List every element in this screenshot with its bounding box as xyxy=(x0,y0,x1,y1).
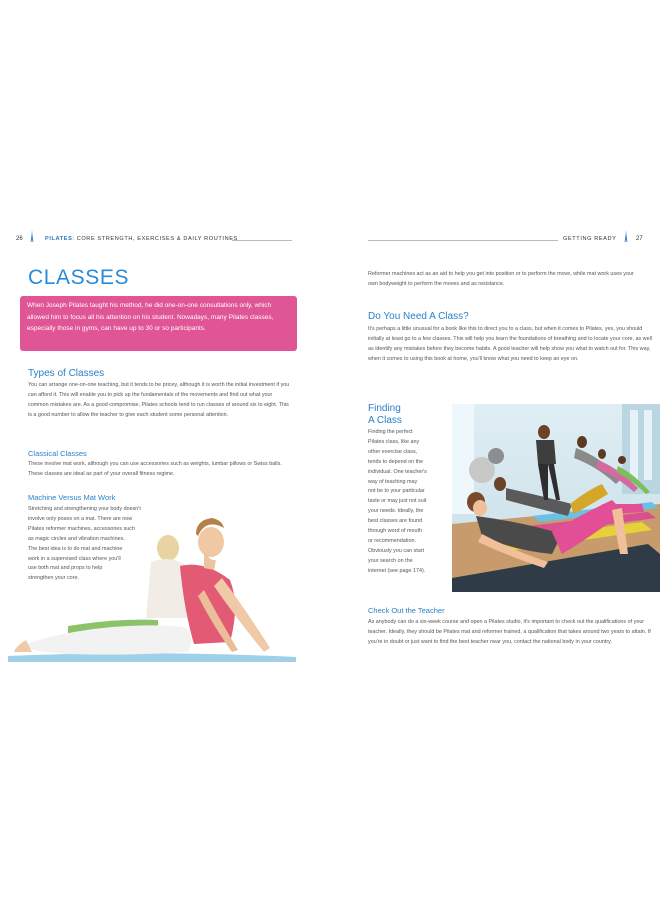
left-running-head xyxy=(45,236,238,242)
machine-line: strengthen your core. xyxy=(28,575,79,582)
machine-line: work in a supervised class where you'll xyxy=(28,555,121,562)
page-title: CLASSES xyxy=(28,266,130,289)
right-running-head: GETTING READY xyxy=(563,236,617,242)
machine-line: involve only poses on a mat. There are now xyxy=(28,515,133,522)
eiffel-tower-icon xyxy=(624,230,628,243)
finding-line: your search on the xyxy=(368,557,413,564)
machine-line: The best idea is to do mat and machine xyxy=(28,545,123,552)
teacher-heading: Check Out the Teacher xyxy=(368,606,445,615)
types-heading: Types of Classes xyxy=(28,368,105,379)
machine-heading: Machine Versus Mat Work xyxy=(28,493,116,502)
finding-line: Finding the perfect xyxy=(368,429,413,435)
eiffel-tower-icon xyxy=(30,230,34,243)
finding-line: other exercise class, xyxy=(368,448,418,455)
need-class-body: It's perhaps a little unusual for a book like this to direct you to a class, but when it comes to Pilates, yes, you should initially at least go to a few classes. This will help you learn the foundations of breathing and to locate your core, as well as identify any mistakes before they become habits. A good teacher will help show you what to watch out for. This way, when it comes to using this book at home, you'll know what you need to keep an eye on. xyxy=(368,326,652,362)
intro-text: When Joseph Pilates taught his method, he did one-on-one consultations only, which allowed him to focus all his attention on his student. Nowadays, many Pilates classes, especially those in gyms, can have up to 30 or so participants. xyxy=(27,302,274,333)
running-head-brand: PILATES xyxy=(45,236,73,242)
finding-line: tends to depend on the xyxy=(368,458,424,465)
finding-line: Obviously you can start xyxy=(368,547,425,554)
machine-line: Pilates reformer machines, accessories such xyxy=(28,525,135,532)
finding-line: taste or may just not suit xyxy=(368,498,427,505)
left-header-rule xyxy=(232,240,292,241)
finding-line: best classes are found xyxy=(368,518,422,525)
finding-body xyxy=(368,428,452,577)
right-page-number: 27 xyxy=(636,236,643,242)
finding-line: way of teaching may xyxy=(368,478,418,485)
finding-line: through word of mouth xyxy=(368,528,422,535)
intro-box xyxy=(20,296,297,351)
machine-line: Stretching and strengthening your body doesn't xyxy=(28,506,141,512)
finding-heading-line: Finding xyxy=(368,403,401,414)
finding-line: your needs. Ideally, the xyxy=(368,508,424,515)
right-header-rule xyxy=(368,240,558,241)
teacher-body: As anybody can do a six-week course and open a Pilates studio, it's important to check out the qualifications of your teacher. Ideally, they should be Pilates mat and reformer trained, a qualification that takes around two years to attain. If you're in doubt or just want to find the best teacher near you, contact the national body in your country. xyxy=(368,619,651,645)
finding-line: or recommendation. xyxy=(368,537,416,544)
machine-line: use both mat and props to help xyxy=(28,565,103,572)
classical-body: These involve mat work, although you can use accessories such as weights, lumbar pillows or Swiss balls. These classes are ideal as part of your overall fitness regime. xyxy=(28,461,282,477)
finding-line: individual. One teacher's xyxy=(368,468,427,475)
finding-line: Pilates class, like any xyxy=(368,438,420,445)
reformer-intro: Reformer machines act as an aid to help you get into position or to perform the move, while mat work uses your own bodyweight to perform the moves and as resistance. xyxy=(368,271,634,287)
finding-line: internet (see page 174). xyxy=(368,567,426,574)
left-page-number: 26 xyxy=(16,236,23,242)
pilates-class-photo xyxy=(452,404,660,592)
need-class-heading: Do You Need A Class? xyxy=(368,311,469,322)
running-head-subtitle: : CORE STRENGTH, EXERCISES & DAILY ROUTINES xyxy=(72,236,238,242)
finding-line: not be to your particular xyxy=(368,488,425,495)
types-body: You can arrange one-on-one teaching, but it tends to be pricey, although it is worth the initial investment if you can afford it. This will enable you to pick up the fundamentals of the movements and find out what your common mistakes are. As a good compromise, Pilates schools tend to run classes of around six to eight. This is a good number to allow the teacher to give each student some personal attention. xyxy=(28,382,290,418)
finding-heading xyxy=(368,403,402,427)
finding-heading-line: A Class xyxy=(368,415,402,426)
classical-heading: Classical Classes xyxy=(28,449,87,458)
cobra-pose-photo xyxy=(8,500,296,662)
machine-line: as magic circles and vibration machines. xyxy=(28,535,125,542)
